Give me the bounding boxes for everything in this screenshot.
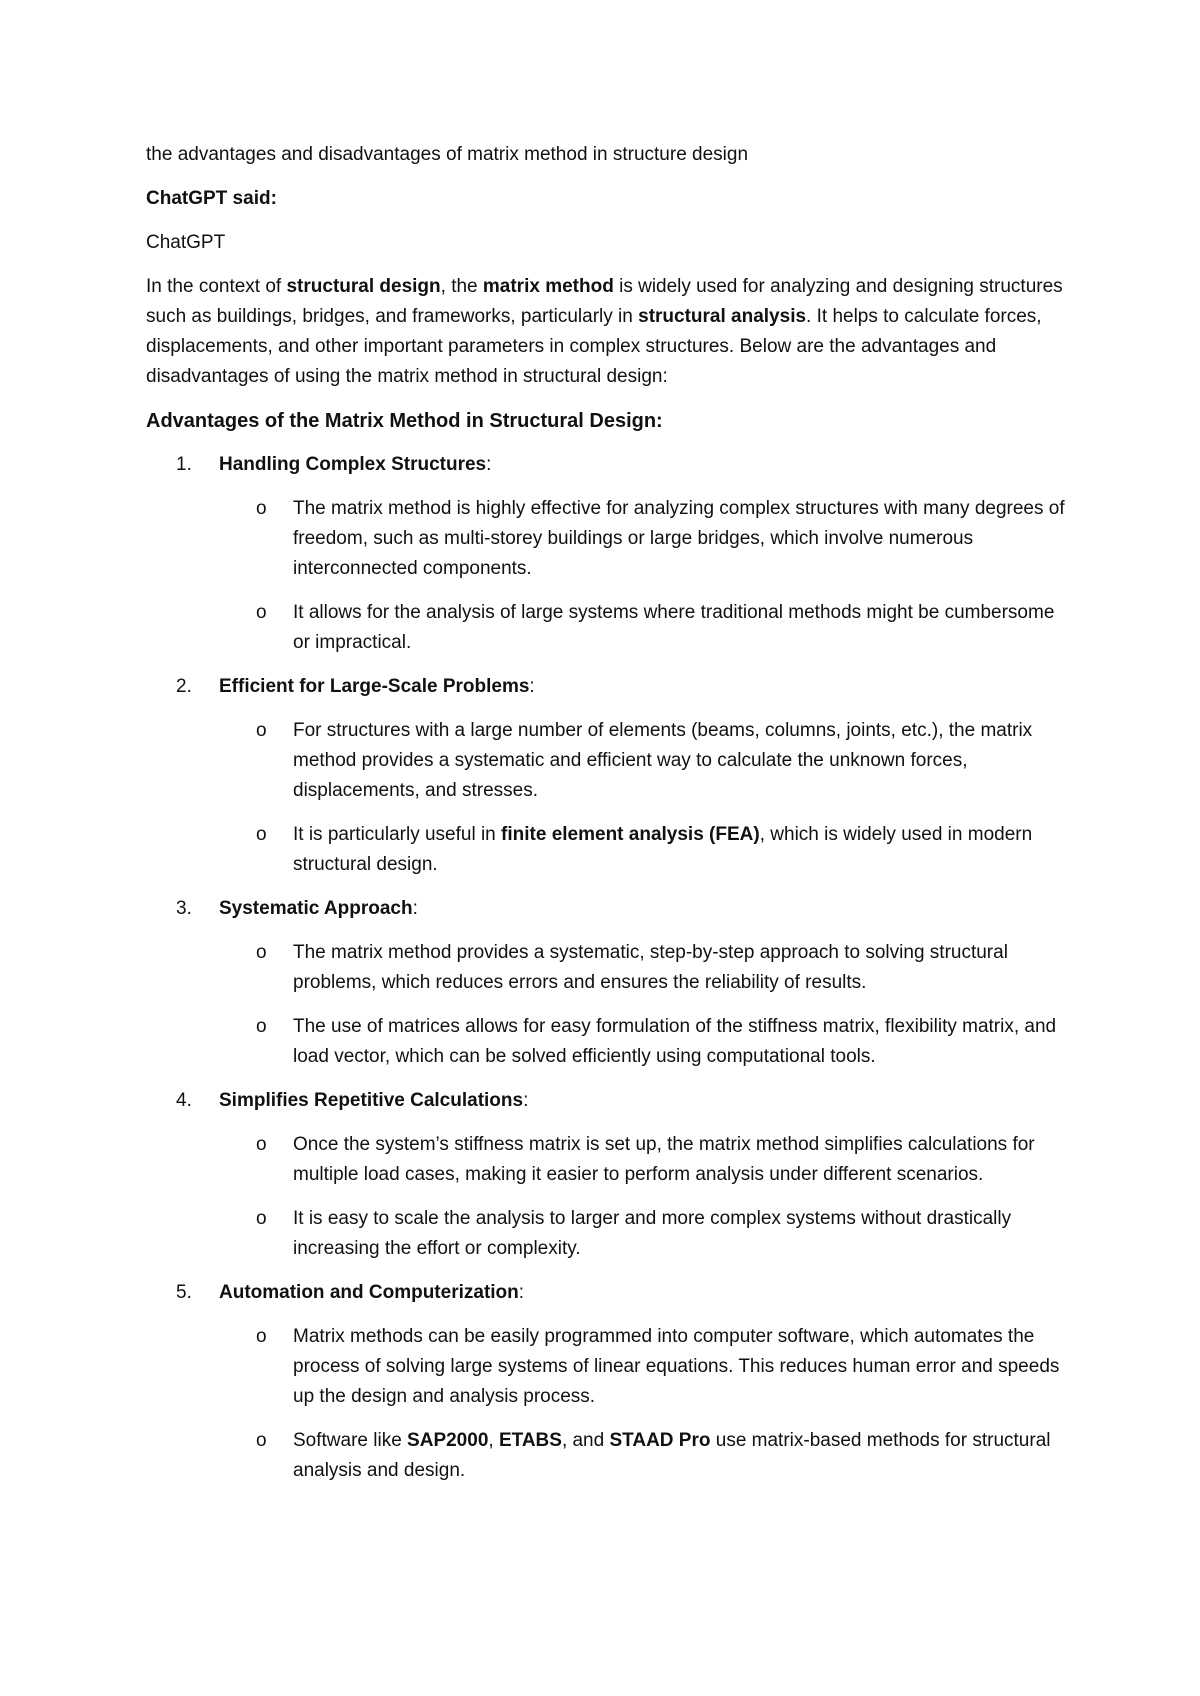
intro-bold-term: structural design: [286, 276, 441, 297]
bullet-text-part: , which is widely used in modern structural design.: [293, 824, 1033, 875]
intro-text: . It helps to calculate forces, displacements, and other important parameters in complex structures. Below are the advantages and disadvantages of using the matrix method in structural design:: [146, 306, 1042, 387]
bullet-bold-term: finite element analysis (FEA): [501, 824, 760, 845]
item-title: [219, 450, 491, 480]
intro-text: In the context of: [146, 276, 287, 297]
bullet-marker: o: [256, 1208, 267, 1229]
item-title-colon: :: [529, 676, 535, 697]
list-item: [146, 1130, 1066, 1190]
item-title-text: Automation and Computerization: [219, 1282, 519, 1303]
list-item: [146, 598, 1066, 658]
item-title: [219, 1086, 528, 1116]
software-name: ETABS: [498, 1430, 562, 1451]
item-title-text: Handling Complex Structures: [219, 454, 487, 475]
item-title-text: Efficient for Large-Scale Problems: [219, 676, 530, 697]
item-title-text: Simplifies Repetitive Calculations: [219, 1090, 524, 1111]
item-number: 2.: [176, 676, 192, 697]
bullet-marker: o: [256, 498, 267, 519]
intro-text: , the: [440, 276, 483, 297]
bullet-marker: o: [256, 1430, 267, 1451]
bullet-marker: o: [256, 602, 267, 623]
advantage-item: [146, 1278, 1066, 1308]
item-number: 3.: [176, 898, 192, 919]
bullet-text: For structures with a large number of elements (beams, columns, joints, etc.), the matrix method provides a systematic and efficient way to calculate the unknown forces, displacements, and stresses.: [293, 720, 1033, 801]
bullet-text: The matrix method provides a systematic, step-by-step approach to solving structural problems, which reduces errors and ensures the reliability of results.: [293, 942, 1008, 993]
item-number: 5.: [176, 1282, 192, 1303]
advantage-item: [146, 1086, 1066, 1116]
item-title: [219, 1278, 524, 1308]
bullet-text-part: It is particularly useful in: [293, 824, 502, 845]
bullet-marker: o: [256, 1326, 267, 1347]
bullet-text: It is easy to scale the analysis to larger and more complex systems without drastically increasing the effort or complexity.: [293, 1208, 1012, 1259]
advantage-item: [146, 672, 1066, 702]
bullet-marker: o: [256, 942, 267, 963]
responder-label: ChatGPT said:: [146, 188, 277, 209]
list-item: [146, 938, 1066, 998]
item-title-text: Systematic Approach: [219, 898, 413, 919]
advantage-item: [146, 450, 1066, 480]
item-title-colon: :: [412, 898, 418, 919]
list-item: [146, 1426, 1066, 1486]
item-title: [219, 894, 418, 924]
item-title: [219, 672, 535, 702]
bullet-text: Matrix methods can be easily programmed into computer software, which automates the process of solving large systems of linear equations. This reduces human error and speeds up the design and analysis process.: [293, 1326, 1060, 1407]
list-item: [146, 716, 1066, 806]
user-question: the advantages and disadvantages of matrix method in structure design: [146, 144, 749, 165]
software-name: SAP2000: [407, 1430, 489, 1451]
bullet-text: The matrix method is highly effective for analyzing complex structures with many degrees of freedom, such as multi-storey buildings or large bridges, which involve numerous interconnected components.: [293, 498, 1065, 579]
bullet-text-part: Software like: [293, 1430, 408, 1451]
list-item: [146, 1204, 1066, 1264]
bullet-marker: o: [256, 1016, 267, 1037]
bullet-marker: o: [256, 1134, 267, 1155]
bullet-text: The use of matrices allows for easy formulation of the stiffness matrix, flexibility matrix, and load vector, which can be solved efficiently using computational tools.: [293, 1016, 1057, 1067]
bullet-text: [293, 820, 1066, 880]
bullet-text-part: , and: [561, 1430, 610, 1451]
bullet-text: [293, 1426, 1066, 1486]
list-item: [146, 1322, 1066, 1412]
bullet-marker: o: [256, 824, 267, 845]
advantage-item: [146, 894, 1066, 924]
intro-text: is widely used for analyzing and designing structures such as buildings, bridges, and frameworks, particularly in: [146, 276, 1063, 327]
item-title-colon: :: [523, 1090, 529, 1111]
item-title-colon: :: [486, 454, 492, 475]
intro-bold-term: structural analysis: [638, 306, 807, 327]
item-number: 1.: [176, 454, 192, 475]
bullet-marker: o: [256, 720, 267, 741]
intro-bold-term: matrix method: [482, 276, 614, 297]
list-item: [146, 820, 1066, 880]
list-item: [146, 494, 1066, 584]
document-page: [146, 140, 1066, 1500]
bullet-text-part: use matrix-based methods for structural analysis and design.: [293, 1430, 1051, 1481]
bullet-text: It allows for the analysis of large systems where traditional methods might be cumbersome or impractical.: [293, 602, 1055, 653]
intro-paragraph: [146, 272, 1066, 392]
advantages-heading: Advantages of the Matrix Method in Structural Design:: [146, 410, 663, 432]
item-number: 4.: [176, 1090, 192, 1111]
bullet-text-part: ,: [488, 1430, 499, 1451]
responder-name: ChatGPT: [146, 232, 226, 253]
item-title-colon: :: [518, 1282, 525, 1303]
bullet-text: Once the system’s stiffness matrix is set up, the matrix method simplifies calculations for multiple load cases, making it easier to perform analysis under different scenarios.: [293, 1134, 1035, 1185]
software-name: STAAD Pro: [609, 1430, 711, 1451]
list-item: [146, 1012, 1066, 1072]
